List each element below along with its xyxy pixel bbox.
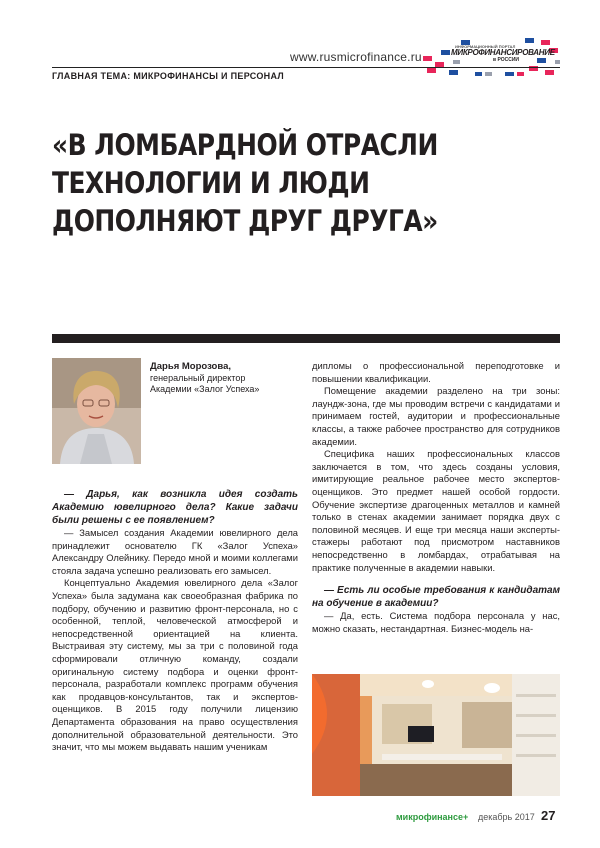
answer-paragraph-1: — Замысел создания Академии ювелирного дела принадлежит основателю ГК «Залог Успеха» Александру Олейнику. Передо мной и моими коллегами стояла задача успешно реализовать его замысел. xyxy=(52,527,298,576)
headline-line-1: «В ЛОМБАРДНОЙ ОТРАСЛИ xyxy=(52,128,438,162)
author-photo xyxy=(52,358,141,464)
zones-paragraph: Помещение академии разделено на три зоны: лаундж-зона, где мы проводим встречи с кандидатами и принимаем гостей, аудитории и профессиональные классы, а также рабочее пространство для сотрудников академии. xyxy=(312,385,560,447)
interview-question-1: — Дарья, как возникла идея создать Академию ювелирного дела? Какие задачи были решены с ее появлением? xyxy=(52,489,298,526)
footer-magazine-name: микрофинансе+ xyxy=(396,812,469,822)
logo-main-line: МИКРОФИНАНСИРОВАНИЕ xyxy=(451,48,555,57)
section-divider-bar xyxy=(52,334,560,343)
headline-line-3: ДОПОЛНЯЮТ ДРУГ ДРУГА» xyxy=(52,204,438,238)
footer-issue-date: декабрь 2017 xyxy=(478,812,535,822)
logo-small-line: ИНФОРМАЦИОННЫЙ ПОРТАЛ xyxy=(455,44,516,49)
interview-question-2: — Есть ли особые требования к кандидатам на обучение в академии? xyxy=(312,585,560,610)
answer-paragraph-2: Концептуально Академия ювелирного дела «Залог Успеха» была задумана как своеобразная фабрика по подбору, обучению и развитию фронт-персонала, но с особенной, теплой, человеческой атмосферой и непосредственной ориентацией на клиента. Выстраивая эту систему, мы за три с половиной года сформировали отличную команду, создали оригинальную систему подбора и оценки фронт-персонала, разработали комплекс программ обучения как продавцов-консультантов, так и экспертов-оценщиков. В 2015 году получили лицензию Департамента образования на право осуществления дополнительной образовательной деятельности. Это значит, что мы можем выдавать нашим ученикам xyxy=(52,577,298,753)
author-role-line-2: Академии «Залог Успеха» xyxy=(150,384,260,394)
logo-bottom-line: в РОССИИ xyxy=(493,57,520,63)
continued-paragraph: дипломы о профессиональной переподготовке и повышении квалификации. xyxy=(312,360,560,384)
article-column-right xyxy=(312,360,560,635)
article-headline xyxy=(52,126,438,240)
author-name: Дарья Морозова, xyxy=(150,361,232,372)
author-role-line-1: генеральный директор xyxy=(150,373,246,383)
classes-paragraph: Специфика наших профессиональных классов заключается в том, что здесь созданы условия, имитирующие реальное рабочее место экспертов-оценщиков. Это предмет нашей особой гордости. Обучение экспертизе драгоценных металлов и камней только в стенах академии занимает порядка двух с половиной месяцев. И еще три месяца наши эксперты-стажеры работают под присмотром наставников непосредственно в ломбардах, отрабатывая на практике полученные в академии навыки. xyxy=(312,448,560,573)
academy-interior-photo xyxy=(312,674,560,796)
site-url: www.rusmicrofinance.ru xyxy=(290,50,422,64)
header-rule xyxy=(52,67,560,68)
portal-logo xyxy=(421,36,561,78)
article-column-left xyxy=(52,488,298,754)
logo-mosaic-icon xyxy=(421,36,561,78)
headline-line-2: ТЕХНОЛОГИИ И ЛЮДИ xyxy=(52,166,370,200)
page-number: 27 xyxy=(541,808,556,823)
section-label: ГЛАВНАЯ ТЕМА: МИКРОФИНАНСЫ И ПЕРСОНАЛ xyxy=(52,71,284,81)
answer-paragraph-3: — Да, есть. Система подбора персонала у нас, можно сказать, нестандартная. Бизнес-модель на- xyxy=(312,610,560,634)
